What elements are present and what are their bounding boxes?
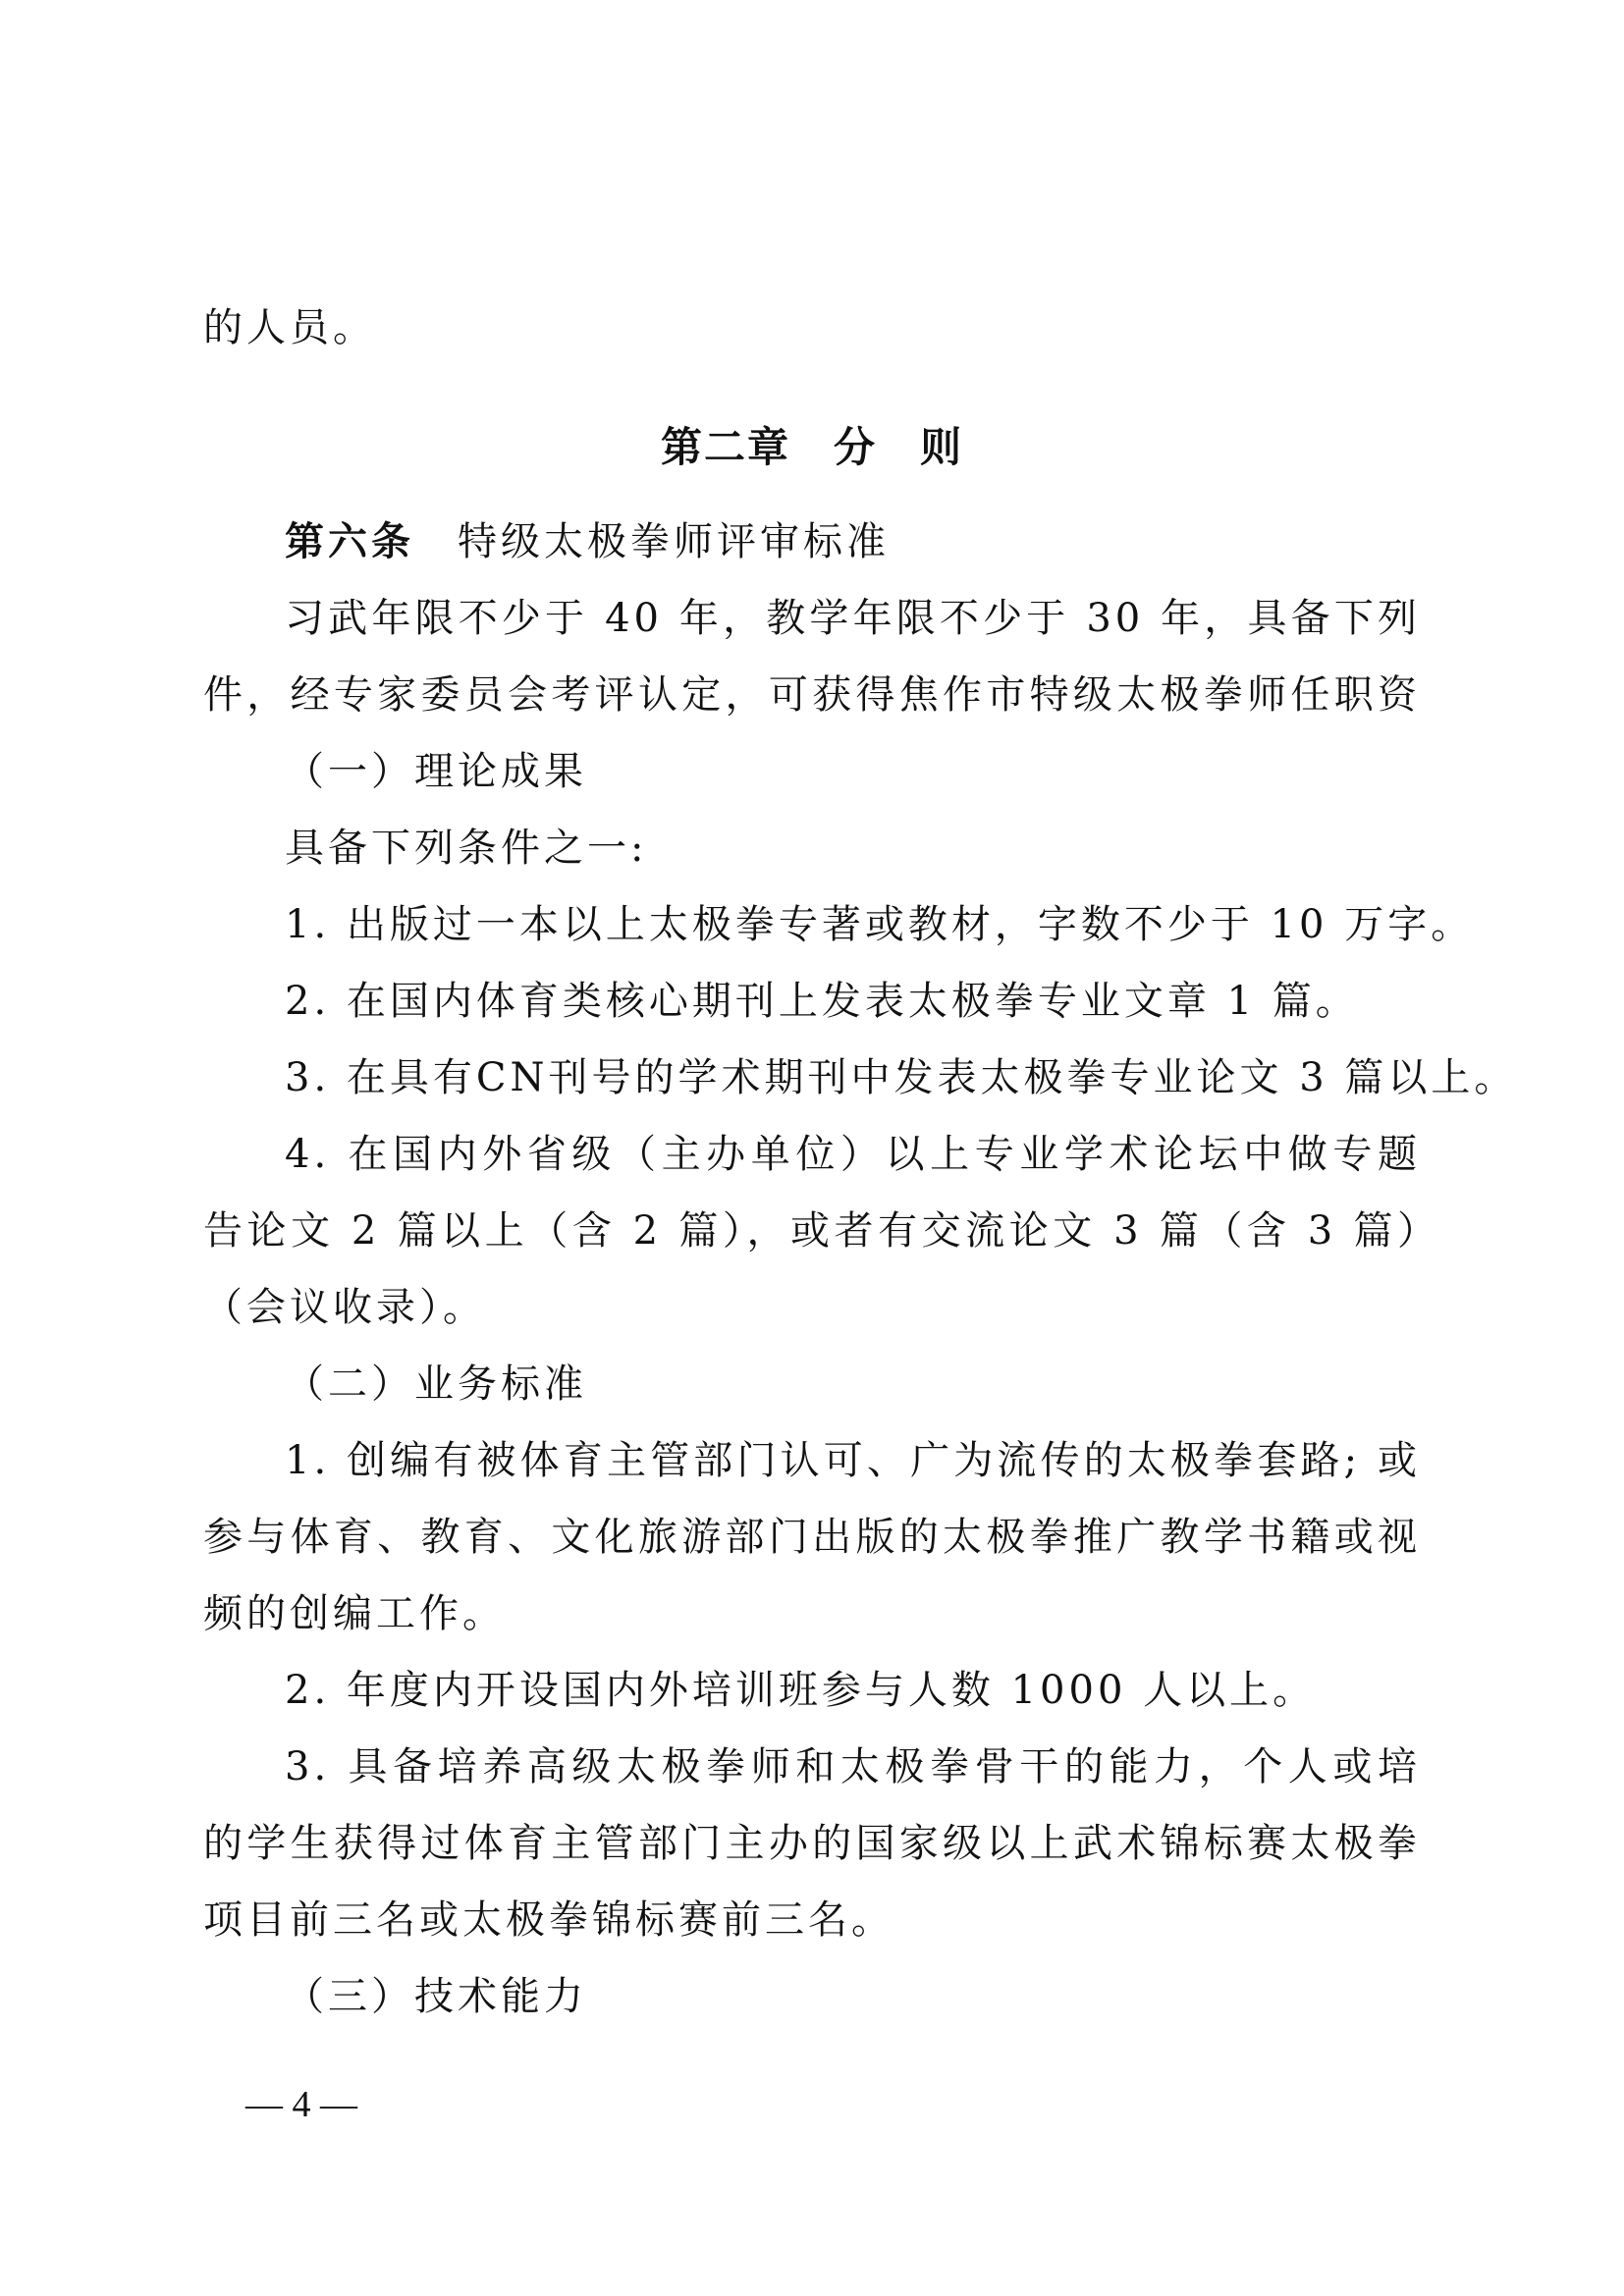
list-item: 1. 创编有被体育主管部门认可、广为流传的太极拳套路; 或 [285,1438,1421,1483]
paragraph-line: 习武年限不少于 40 年，教学年限不少于 30 年，具备下列 [285,596,1421,641]
chapter-heading: 第二章 分 则 [660,423,963,471]
list-item: 2. 年度内开设国内外培训班参与人数 1000 人以上。 [285,1668,1317,1713]
list-item: 3. 具备培养高级太极拳师和太极拳骨干的能力，个人或培 [285,1744,1421,1789]
paragraph-line: （会议收录）。 [203,1285,486,1330]
page-number: — 4 — [245,2084,357,2125]
section-heading: （三）技术能力 [285,1974,587,2019]
paragraph-line: 的学生获得过体育主管部门主办的国家级以上武术锦标赛太极拳 [203,1821,1421,1866]
list-item: 2. 在国内体育类核心期刊上发表太极拳专业文章 1 篇。 [285,979,1359,1024]
paragraph-line: 项目前三名或太极拳锦标赛前三名。 [203,1897,894,1943]
article-heading [285,516,1421,567]
list-item: 1. 出版过一本以上太极拳专著或教材，字数不少于 10 万字。 [285,902,1475,947]
paragraph-line: 具备下列条件之一: [285,826,648,871]
article-label: 第六条 [285,518,414,564]
section-heading: （一）理论成果 [285,749,587,794]
paragraph-line: 告论文 2 篇以上（含 2 篇），或者有交流论文 3 篇（含 3 篇） [203,1208,1421,1254]
list-item: 3. 在具有CN刊号的学术期刊中发表太极拳专业论文 3 篇以上。 [285,1055,1518,1100]
article-title: 特级太极拳师评审标准 [458,519,890,564]
paragraph-line: 件，经专家委员会考评认定，可获得焦作市特级太极拳师任职资 [203,672,1421,718]
paragraph-line: 参与体育、教育、文化旅游部门出版的太极拳推广教学书籍或视 [203,1515,1421,1560]
paragraph-line: 频的创编工作。 [203,1591,506,1636]
list-item: 4. 在国内外省级（主办单位）以上专业学术论坛中做专题 [285,1132,1421,1177]
paragraph-line: 的人员。 [203,305,376,350]
section-heading: （二）业务标准 [285,1362,587,1407]
